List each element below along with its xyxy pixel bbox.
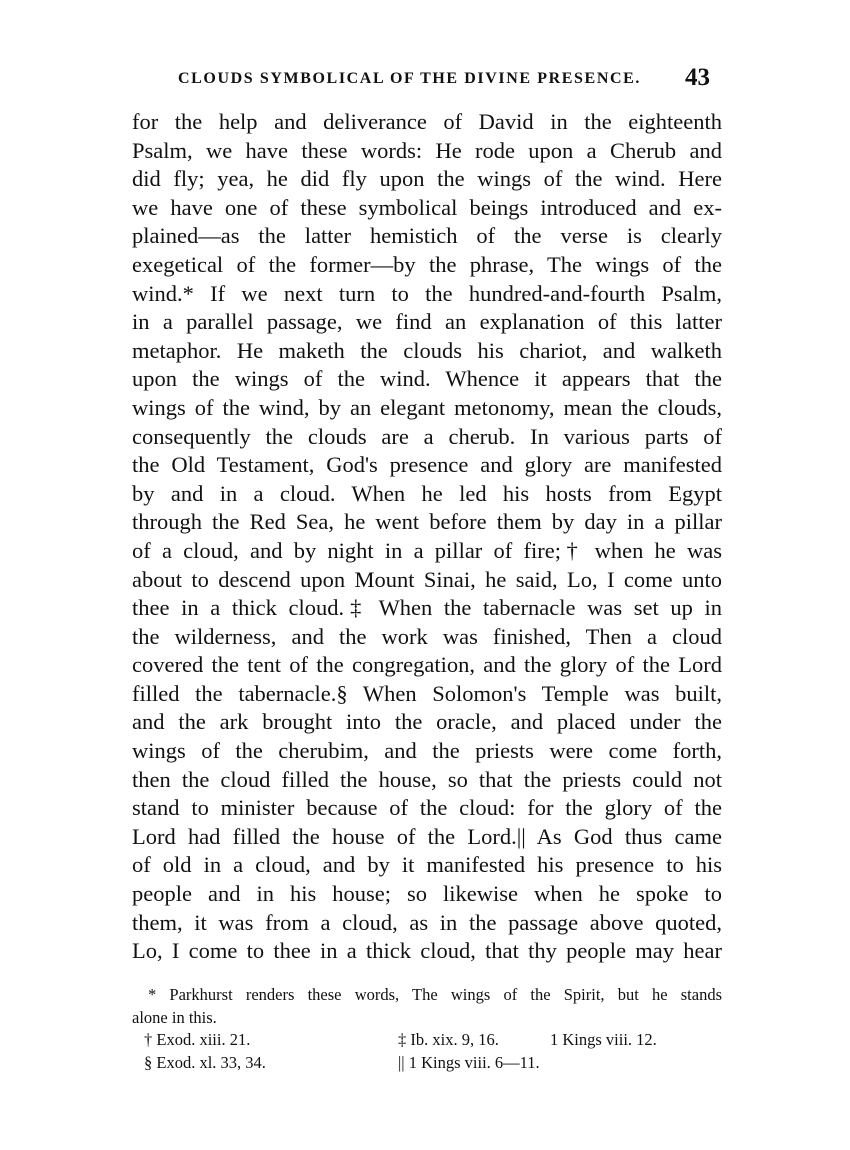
- body-line: we have one of these symbolical beings introduced and ex-: [132, 194, 722, 220]
- footnote-row: [132, 1029, 722, 1052]
- body-line: wings of the cherubim, and the priests were come forth,: [132, 738, 722, 764]
- body-line: plained—as the latter hemistich of the verse is clearly: [132, 223, 722, 249]
- page-number: 43: [685, 64, 710, 91]
- body-line: in a parallel passage, we find an explanation of this latter: [132, 309, 722, 335]
- body-line: Lord had filled the house of the Lord.|| As God thus came: [132, 823, 722, 849]
- footnote-ref: § Exod. xl. 33, 34.: [144, 1052, 266, 1072]
- body-line: about to descend upon Mount Sinai, he said, Lo, I come unto: [132, 566, 722, 592]
- body-line: filled the tabernacle.§ When Solomon's Temple was built,: [132, 680, 722, 706]
- body-line: consequently the clouds are a cherub. In various parts of: [132, 423, 722, 449]
- body-line: metaphor. He maketh the clouds his chariot, and walketh: [132, 337, 722, 363]
- body-line: through the Red Sea, he went before them by day in a pillar: [132, 509, 722, 535]
- body-line: of old in a cloud, and by it manifested his presence to his: [132, 852, 722, 878]
- body-line: them, it was from a cloud, as in the passage above quoted,: [132, 909, 722, 935]
- footnote-line: alone in this.: [132, 1007, 217, 1027]
- body-line: wings of the wind, by an elegant metonomy, mean the clouds,: [132, 394, 722, 420]
- footnotes: [132, 984, 722, 1074]
- footnote-ref: 1 Kings viii. 12.: [550, 1030, 657, 1049]
- body-line: did fly; yea, he did fly upon the wings of the wind. Here: [132, 166, 722, 192]
- running-head: [132, 64, 710, 94]
- body-line: wind.* If we next turn to the hundred-and-fourth Psalm,: [132, 280, 722, 306]
- body-line: Psalm, we have these words: He rode upon a Cherub and: [132, 137, 722, 163]
- body-line: the Old Testament, God's presence and glory are manifested: [132, 452, 722, 478]
- body-line: exegetical of the former—by the phrase, The wings of the: [132, 251, 722, 277]
- footnote-line: * Parkhurst renders these words, The wings of the Spirit, but he stands: [148, 985, 722, 1004]
- footnote-row: [132, 1052, 722, 1075]
- body-line: and the ark brought into the oracle, and placed under the: [132, 709, 722, 735]
- body-text: [132, 108, 722, 966]
- footnote-ref: || 1 Kings viii. 6—11.: [398, 1052, 540, 1072]
- footnote-ref: † Exod. xiii. 21.: [144, 1030, 251, 1049]
- body-line: then the cloud filled the house, so that the priests could not: [132, 766, 722, 792]
- body-line: covered the tent of the congregation, and the glory of the Lord: [132, 652, 722, 678]
- body-line: thee in a thick cloud.‡ When the tabernacle was set up in: [132, 595, 722, 621]
- body-line: the wilderness, and the work was finished, Then a cloud: [132, 623, 722, 649]
- running-title: CLOUDS SYMBOLICAL OF THE DIVINE PRESENCE.: [178, 70, 642, 87]
- body-line: of a cloud, and by night in a pillar of fire;† when he was: [132, 537, 722, 563]
- body-line: by and in a cloud. When he led his hosts from Egypt: [132, 480, 722, 506]
- body-line: stand to minister because of the cloud: for the glory of the: [132, 795, 722, 821]
- footnote-ref: ‡ Ib. xix. 9, 16.: [398, 1030, 499, 1049]
- body-line: Lo, I come to thee in a thick cloud, that thy people may hear: [132, 938, 722, 964]
- body-line: people and in his house; so likewise when he spoke to: [132, 881, 722, 907]
- body-line: upon the wings of the wind. Whence it appears that the: [132, 366, 722, 392]
- body-line: for the help and deliverance of David in the eighteenth: [132, 109, 722, 134]
